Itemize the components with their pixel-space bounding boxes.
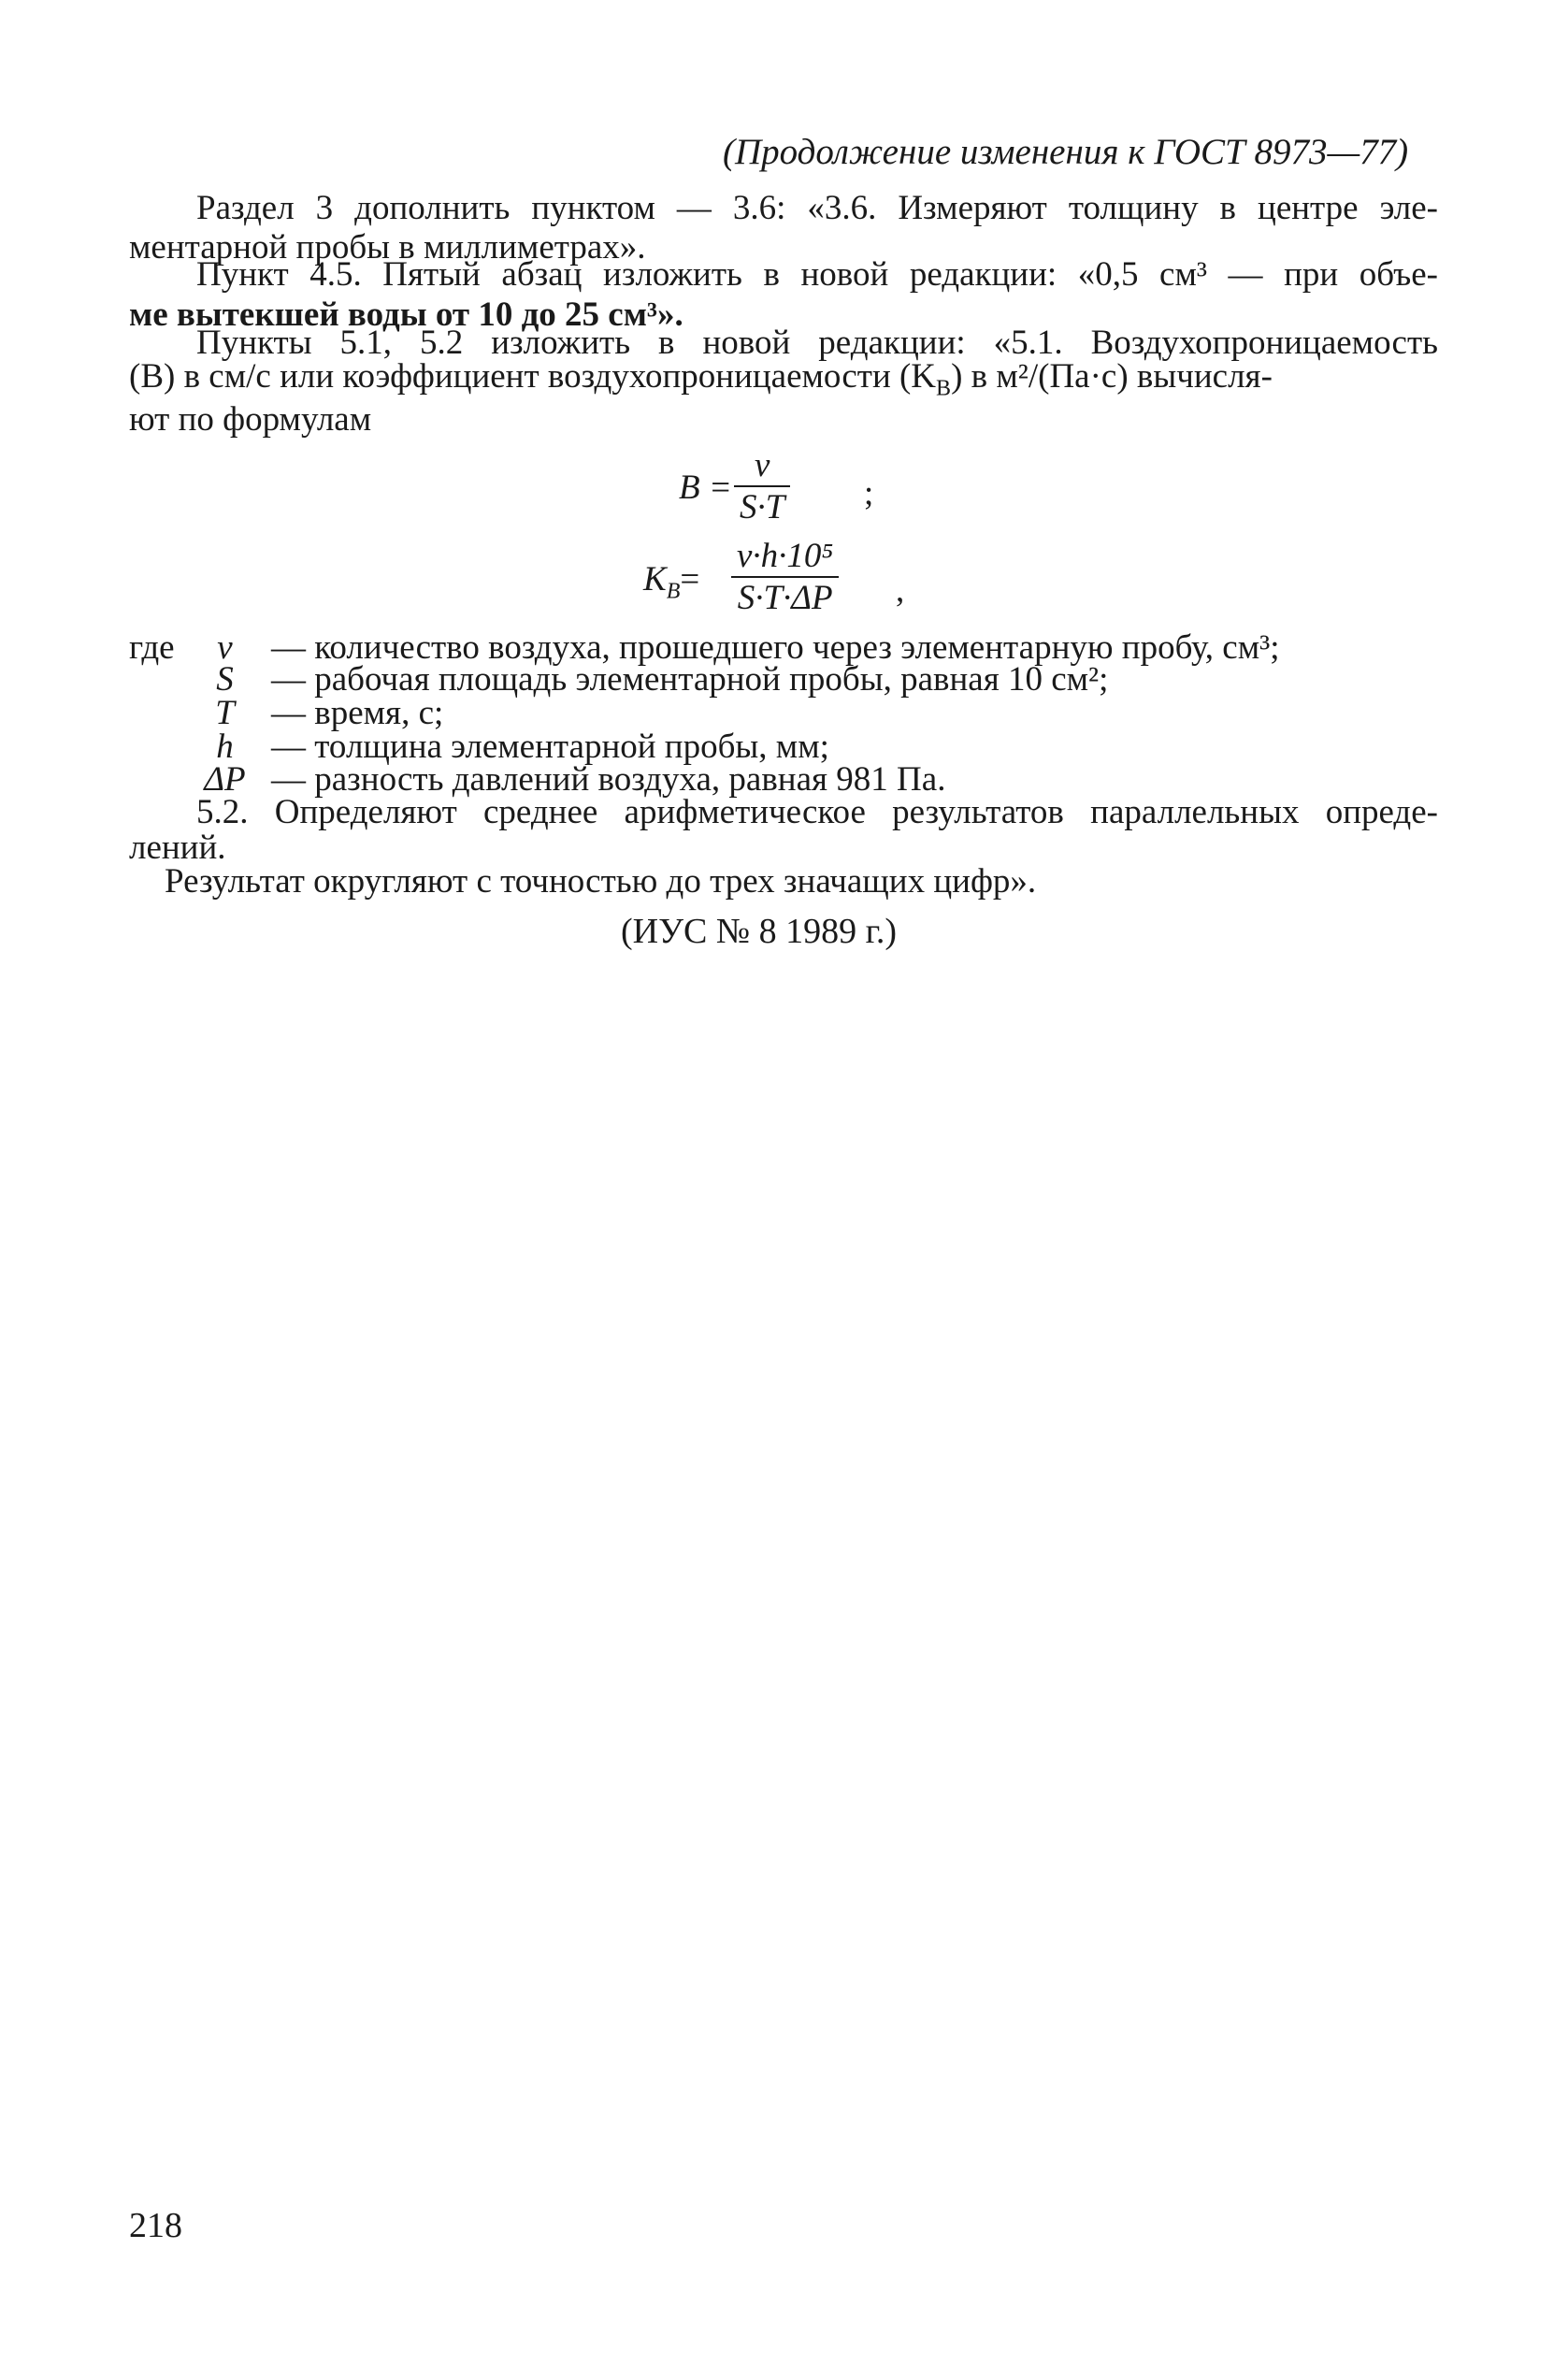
fraction-numerator: v [754, 446, 770, 484]
paragraph-line: Раздел 3 дополнить пунктом — 3.6: «3.6. Измеряют толщину в центре эле- [196, 189, 1438, 227]
page-number: 218 [129, 2206, 182, 2245]
where-symbol: S [216, 660, 234, 699]
page-header: (Продолжение изменения к ГОСТ 8973—77) [723, 132, 1409, 172]
where-symbol: v [217, 628, 233, 667]
fraction-numerator: v·h·10⁵ [737, 537, 834, 575]
where-description: — рабочая площадь элементарной пробы, равная 10 см²; [271, 660, 1109, 699]
where-symbol: T [215, 694, 235, 732]
paragraph-line: 5.2. Определяют среднее арифметическое результатов параллельных опреде- [196, 793, 1438, 831]
where-description: — толщина элементарной пробы, мм; [271, 728, 829, 766]
paragraph-line: Результат округляют с точностью до трех значащих цифр». [165, 862, 1037, 901]
where-description: — время, с; [271, 694, 444, 732]
paragraph-text: ) в м²/(Па·с) вычисля- [951, 357, 1273, 396]
paragraph-line: ют по формулам [129, 400, 372, 439]
where-symbol: h [216, 728, 234, 766]
formula-lhs: $K_B=$ [643, 560, 700, 604]
subscript: B [936, 376, 952, 401]
paragraph-line [129, 359, 1438, 399]
formula-fraction [734, 447, 790, 526]
where-symbol: ΔP [204, 760, 246, 799]
formula-trail: ; [864, 474, 874, 512]
paragraph-line: ментарной пробы в миллиметрах». [129, 228, 646, 267]
where-description: — количество воздуха, прошедшего через элементарную пробу, см³; [271, 628, 1280, 667]
paragraph-line: лений. [129, 829, 226, 867]
where-description: — разность давлений воздуха, равная 981 Па. [271, 760, 946, 799]
formula-lhs: B = [679, 468, 732, 507]
paragraph-text: (B) в см/с или коэффициент воздухопроницаемости (K [129, 357, 937, 396]
formula-trail: , [896, 571, 905, 610]
paragraph-line: ме вытекшей воды от 10 до 25 см³». [129, 296, 683, 334]
paragraph-line: Пункт 4.5. Пятый абзац изложить в новой редакции: «0,5 см³ — при объе- [196, 255, 1438, 294]
formula-fraction [731, 538, 839, 617]
fraction-denominator: S·T [734, 485, 790, 527]
source-reference: (ИУС № 8 1989 г.) [621, 912, 898, 951]
paragraph-line: Пункты 5.1, 5.2 изложить в новой редакции: «5.1. Воздухопроницаемость [196, 324, 1438, 362]
where-intro: где [129, 628, 175, 667]
fraction-denominator: S·T·ΔP [731, 576, 839, 618]
